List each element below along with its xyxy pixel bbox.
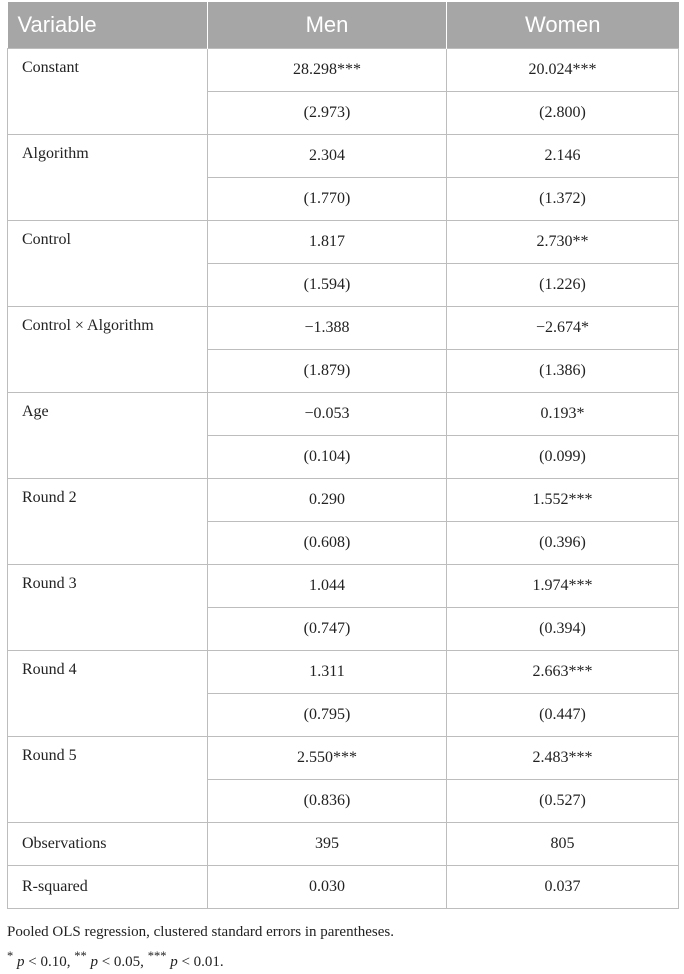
women-standard-error: (0.099) [447, 436, 679, 479]
threshold-text: < 0.05, [97, 954, 148, 970]
men-coefficient: 1.817 [208, 221, 447, 264]
women-standard-error: (0.527) [447, 780, 679, 823]
summary-label: Observations [8, 823, 208, 866]
women-summary-value: 0.037 [447, 866, 679, 909]
men-standard-error: (1.770) [208, 178, 447, 221]
variable-label: Algorithm [8, 135, 208, 221]
women-standard-error: (0.396) [447, 522, 679, 565]
table-row [8, 737, 679, 780]
table-body [8, 49, 679, 909]
variable-label: Control [8, 221, 208, 307]
note-line-1: Pooled OLS regression, clustered standard errors in parentheses. [7, 924, 394, 940]
men-summary-value: 0.030 [208, 866, 447, 909]
p-symbol: p [90, 954, 98, 970]
variable-label: Round 5 [8, 737, 208, 823]
threshold-text: < 0.10, [24, 954, 75, 970]
p-symbol: p [170, 954, 178, 970]
regression-table [7, 2, 679, 909]
significance-marker: *** [147, 949, 167, 963]
men-standard-error: (0.747) [208, 608, 447, 651]
women-coefficient: 1.552*** [447, 479, 679, 522]
table-notes [7, 920, 678, 974]
men-standard-error: (0.836) [208, 780, 447, 823]
women-coefficient: 2.730** [447, 221, 679, 264]
men-coefficient: 2.304 [208, 135, 447, 178]
summary-row [8, 823, 679, 866]
women-standard-error: (0.394) [447, 608, 679, 651]
note-line-2 [7, 944, 678, 974]
women-summary-value: 805 [447, 823, 679, 866]
men-coefficient: 2.550*** [208, 737, 447, 780]
men-standard-error: (0.104) [208, 436, 447, 479]
variable-label: Control × Algorithm [8, 307, 208, 393]
men-standard-error: (0.795) [208, 694, 447, 737]
threshold-text: < 0.01. [177, 954, 224, 970]
header-men: Men [208, 2, 447, 49]
men-coefficient: −0.053 [208, 393, 447, 436]
header-women: Women [447, 2, 679, 49]
men-summary-value: 395 [208, 823, 447, 866]
men-coefficient: 1.044 [208, 565, 447, 608]
women-coefficient: 2.663*** [447, 651, 679, 694]
men-coefficient: 28.298*** [208, 49, 447, 92]
regression-table-container [7, 2, 678, 909]
women-standard-error: (1.386) [447, 350, 679, 393]
women-coefficient: −2.674* [447, 307, 679, 350]
women-coefficient: 1.974*** [447, 565, 679, 608]
summary-row [8, 866, 679, 909]
variable-label: Age [8, 393, 208, 479]
variable-label: Round 3 [8, 565, 208, 651]
women-coefficient: 20.024*** [447, 49, 679, 92]
men-standard-error: (1.879) [208, 350, 447, 393]
women-coefficient: 2.483*** [447, 737, 679, 780]
women-standard-error: (1.372) [447, 178, 679, 221]
women-standard-error: (1.226) [447, 264, 679, 307]
significance-marker: ** [74, 949, 87, 963]
p-symbol: p [17, 954, 25, 970]
variable-label: Constant [8, 49, 208, 135]
men-coefficient: −1.388 [208, 307, 447, 350]
men-standard-error: (2.973) [208, 92, 447, 135]
women-standard-error: (0.447) [447, 694, 679, 737]
table-row [8, 393, 679, 436]
significance-marker: * [7, 949, 14, 963]
table-row [8, 565, 679, 608]
table-row [8, 135, 679, 178]
summary-label: R-squared [8, 866, 208, 909]
table-header [8, 2, 679, 49]
variable-label: Round 4 [8, 651, 208, 737]
women-coefficient: 0.193* [447, 393, 679, 436]
table-row [8, 221, 679, 264]
table-row [8, 651, 679, 694]
table-row [8, 479, 679, 522]
women-coefficient: 2.146 [447, 135, 679, 178]
table-row [8, 307, 679, 350]
men-standard-error: (0.608) [208, 522, 447, 565]
men-coefficient: 1.311 [208, 651, 447, 694]
women-standard-error: (2.800) [447, 92, 679, 135]
men-coefficient: 0.290 [208, 479, 447, 522]
variable-label: Round 2 [8, 479, 208, 565]
table-row [8, 49, 679, 92]
men-standard-error: (1.594) [208, 264, 447, 307]
header-variable: Variable [8, 2, 208, 49]
